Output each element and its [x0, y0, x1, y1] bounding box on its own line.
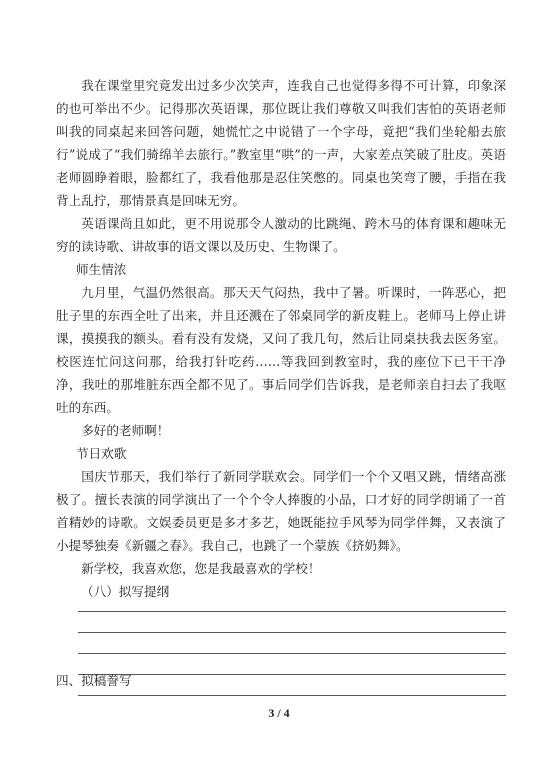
writing-line — [78, 611, 506, 612]
writing-line — [78, 653, 506, 654]
writing-line — [78, 632, 506, 633]
writing-line — [78, 674, 506, 675]
paragraph-national-day: 国庆节那天，我们举行了新同学联欢会。同学们一个个又唱又跳，情绪高涨极了。擅长表演的同学演出了一个个令人捧腹的小品，口才好的同学朗诵了一首首精妙的诗歌。文娱委员更是多才多艺，她既能拉手风琴为同学伴舞，又表演了小提琴独奏《新疆之春》。我自己，也跳了一个蒙族《挤奶舞》。 — [56, 469, 506, 553]
paragraph-other-classes: 英语课尚且如此，更不用说那令人激动的比跳绳、跨木马的体育课和趣味无穷的读诗歌、讲故事的语文课以及历史、生物课了。 — [56, 216, 506, 254]
paragraph-good-teacher: 多好的老师啊！ — [81, 423, 170, 438]
paragraph-september: 九月里，气温仍然很高。那天天气闷热，我中了暑。听课时，一阵恶心，把肚子里的东西全吐了出来，并且还溅在了邻桌同学的新皮鞋上。老师马上停止讲课，摸摸我的额头。看有没有发烧，又问了我几句，然后让同桌扶我去医务室。校医连忙问这问那，给我打针吃药……等我回到教室时，我的座位下已干干净净，我吐的那堆脏东西全都不见了。事后同学们告诉我，是老师亲自扫去了我呕吐的东西。 — [56, 285, 506, 415]
writing-line — [78, 695, 506, 696]
outline-section-label: （八）拟写提纲 — [81, 584, 170, 599]
document-body — [56, 74, 506, 731]
paragraph-closing: 新学校，我喜欢您，您是我最喜欢的学校！ — [81, 561, 321, 576]
section-four-label: 四、拟稿誊写 — [56, 673, 132, 688]
subheading-festival: 节日欢歌 — [76, 446, 127, 461]
subheading-teacher-student: 师生情浓 — [76, 262, 127, 277]
paragraph-laughter: 我在课堂里究竟发出过多少次笑声，连我自己也觉得多得不可计算，印象深的也可举出不少。记得那次英语课，那位既让我们尊敬又叫我们害怕的英语老师叫我的同桌起来回答问题，她慌忙之中说错了一个字母，竟把“我们坐轮船去旅行”说成了“我们骑绵羊去旅行。”教室里“哄”的一声，大家差点笑破了肚皮。英语老师圆睁着眼，脸都红了，我看他那是忍住笑憋的。同桌也笑弯了腰，手指在我背上乱拧，那情景真是回味无穷。 — [56, 78, 506, 208]
page-number: 3 / 4 — [268, 706, 290, 720]
